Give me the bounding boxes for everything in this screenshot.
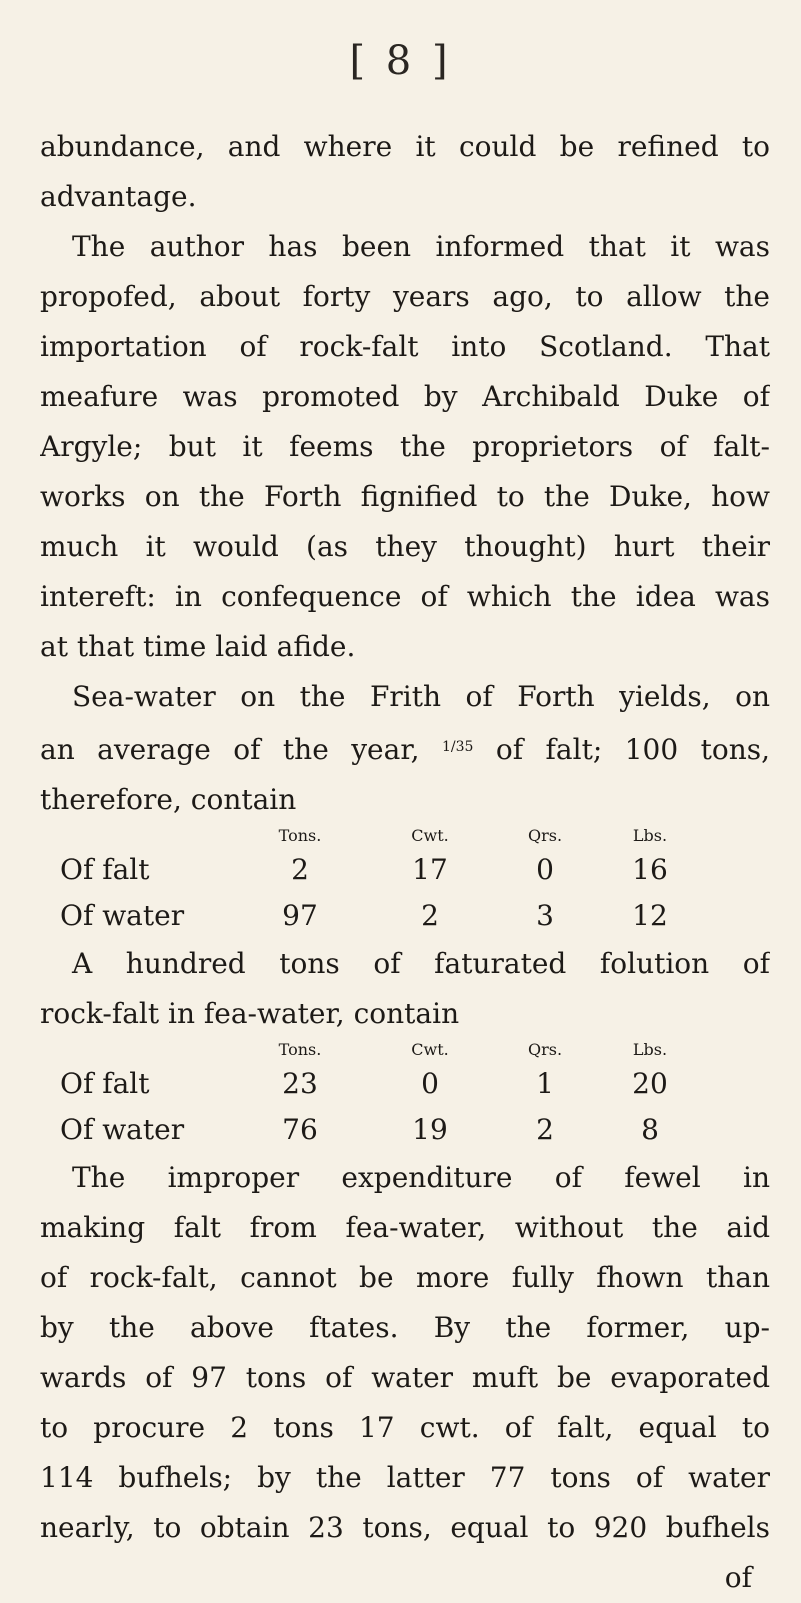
table-cell: 20	[632, 1067, 668, 1100]
text-line: works on the Forth fignified to the Duke, how	[40, 480, 770, 513]
text-line: at that time laid afide.	[40, 630, 356, 663]
table-cell: 0	[421, 1067, 439, 1100]
text-line: by the above ftates. By the former, up-	[40, 1311, 770, 1344]
column-header: Cwt.	[411, 1040, 449, 1059]
table-row	[40, 847, 770, 893]
catchword: of	[724, 1561, 752, 1594]
text-line: propofed, about forty years ago, to allow the	[40, 280, 770, 313]
text-line: making falt from fea-water, without the aid	[40, 1211, 770, 1244]
table-cell: 16	[632, 853, 668, 886]
table-cell: 23	[282, 1067, 318, 1100]
table-cell: 17	[412, 853, 448, 886]
paragraph-block-c	[40, 1153, 770, 1553]
text-line: The author has been informed that it was	[72, 230, 770, 263]
text-line: importation of rock-falt into Scotland. That	[40, 330, 770, 363]
table-cell: 0	[536, 853, 554, 886]
table-row	[40, 893, 770, 939]
table-cell: 97	[282, 899, 318, 932]
composition-table-solution	[40, 1039, 770, 1153]
fraction-line-after: of falt; 100 tons,	[495, 733, 770, 766]
column-header: Tons.	[278, 826, 322, 845]
column-header	[40, 825, 235, 847]
table-header	[40, 825, 770, 847]
table-row	[40, 1107, 770, 1153]
table-cell: 12	[632, 899, 668, 932]
text-line: advantage.	[40, 180, 197, 213]
text-line: wards of 97 tons of water muft be evaporated	[40, 1361, 770, 1394]
text-line: to procure 2 tons 17 cwt. of falt, equal to	[40, 1411, 770, 1444]
text-line-therefore: therefore, contain	[40, 783, 297, 816]
text-line: abundance, and where it could be refined to	[40, 130, 770, 163]
composition-table-seawater	[40, 825, 770, 939]
table-cell: 2	[421, 899, 439, 932]
table-row	[40, 1061, 770, 1107]
table-cell: 2	[291, 853, 309, 886]
text-line: 114 bufhels; by the latter 77 tons of water	[40, 1461, 770, 1494]
column-header: Tons.	[278, 1040, 322, 1059]
column-header: Qrs.	[527, 826, 563, 845]
column-header: Lbs.	[632, 1040, 668, 1059]
column-header	[40, 1039, 235, 1061]
paragraph-block-a	[40, 122, 770, 722]
paragraph-block-b	[40, 939, 770, 1039]
fraction-line-before: an average of the year,	[40, 733, 420, 766]
text-line: much it would (as they thought) hurt their	[40, 530, 770, 563]
text-line: intereft: in confequence of which the idea was	[40, 580, 770, 613]
table-cell: 3	[536, 899, 554, 932]
page-number: [ 8 ]	[349, 38, 452, 84]
text-line: Argyle; but it feems the proprietors of falt-	[40, 430, 770, 463]
text-line: meafure was promoted by Archibald Duke of	[40, 380, 770, 413]
text-line: of rock-falt, cannot be more fully fhown than	[40, 1261, 770, 1294]
table-cell: 8	[641, 1113, 659, 1146]
text-line-fraction	[40, 722, 770, 775]
column-header: Lbs.	[632, 826, 668, 845]
row-label: Of falt	[60, 853, 150, 886]
table-cell: 1	[536, 1067, 554, 1100]
text-line: nearly, to obtain 23 tons, equal to 920 bufhels	[40, 1511, 770, 1544]
row-label: Of water	[60, 1113, 185, 1146]
table-cell: 76	[282, 1113, 318, 1146]
text-line: Sea-water on the Frith of Forth yields, on	[72, 680, 770, 713]
text-line: rock-falt in fea-water, contain	[40, 997, 460, 1030]
table-cell: 2	[536, 1113, 554, 1146]
row-label: Of falt	[60, 1067, 150, 1100]
fraction: 1/35	[441, 739, 474, 755]
column-header: Qrs.	[527, 1040, 563, 1059]
table-header	[40, 1039, 770, 1061]
row-label: Of water	[60, 899, 185, 932]
column-header: Cwt.	[411, 826, 449, 845]
table-cell: 19	[412, 1113, 448, 1146]
body-text	[40, 122, 770, 1603]
text-line: A hundred tons of faturated folution of	[72, 947, 770, 980]
text-line: The improper expenditure of fewel in	[72, 1161, 770, 1194]
